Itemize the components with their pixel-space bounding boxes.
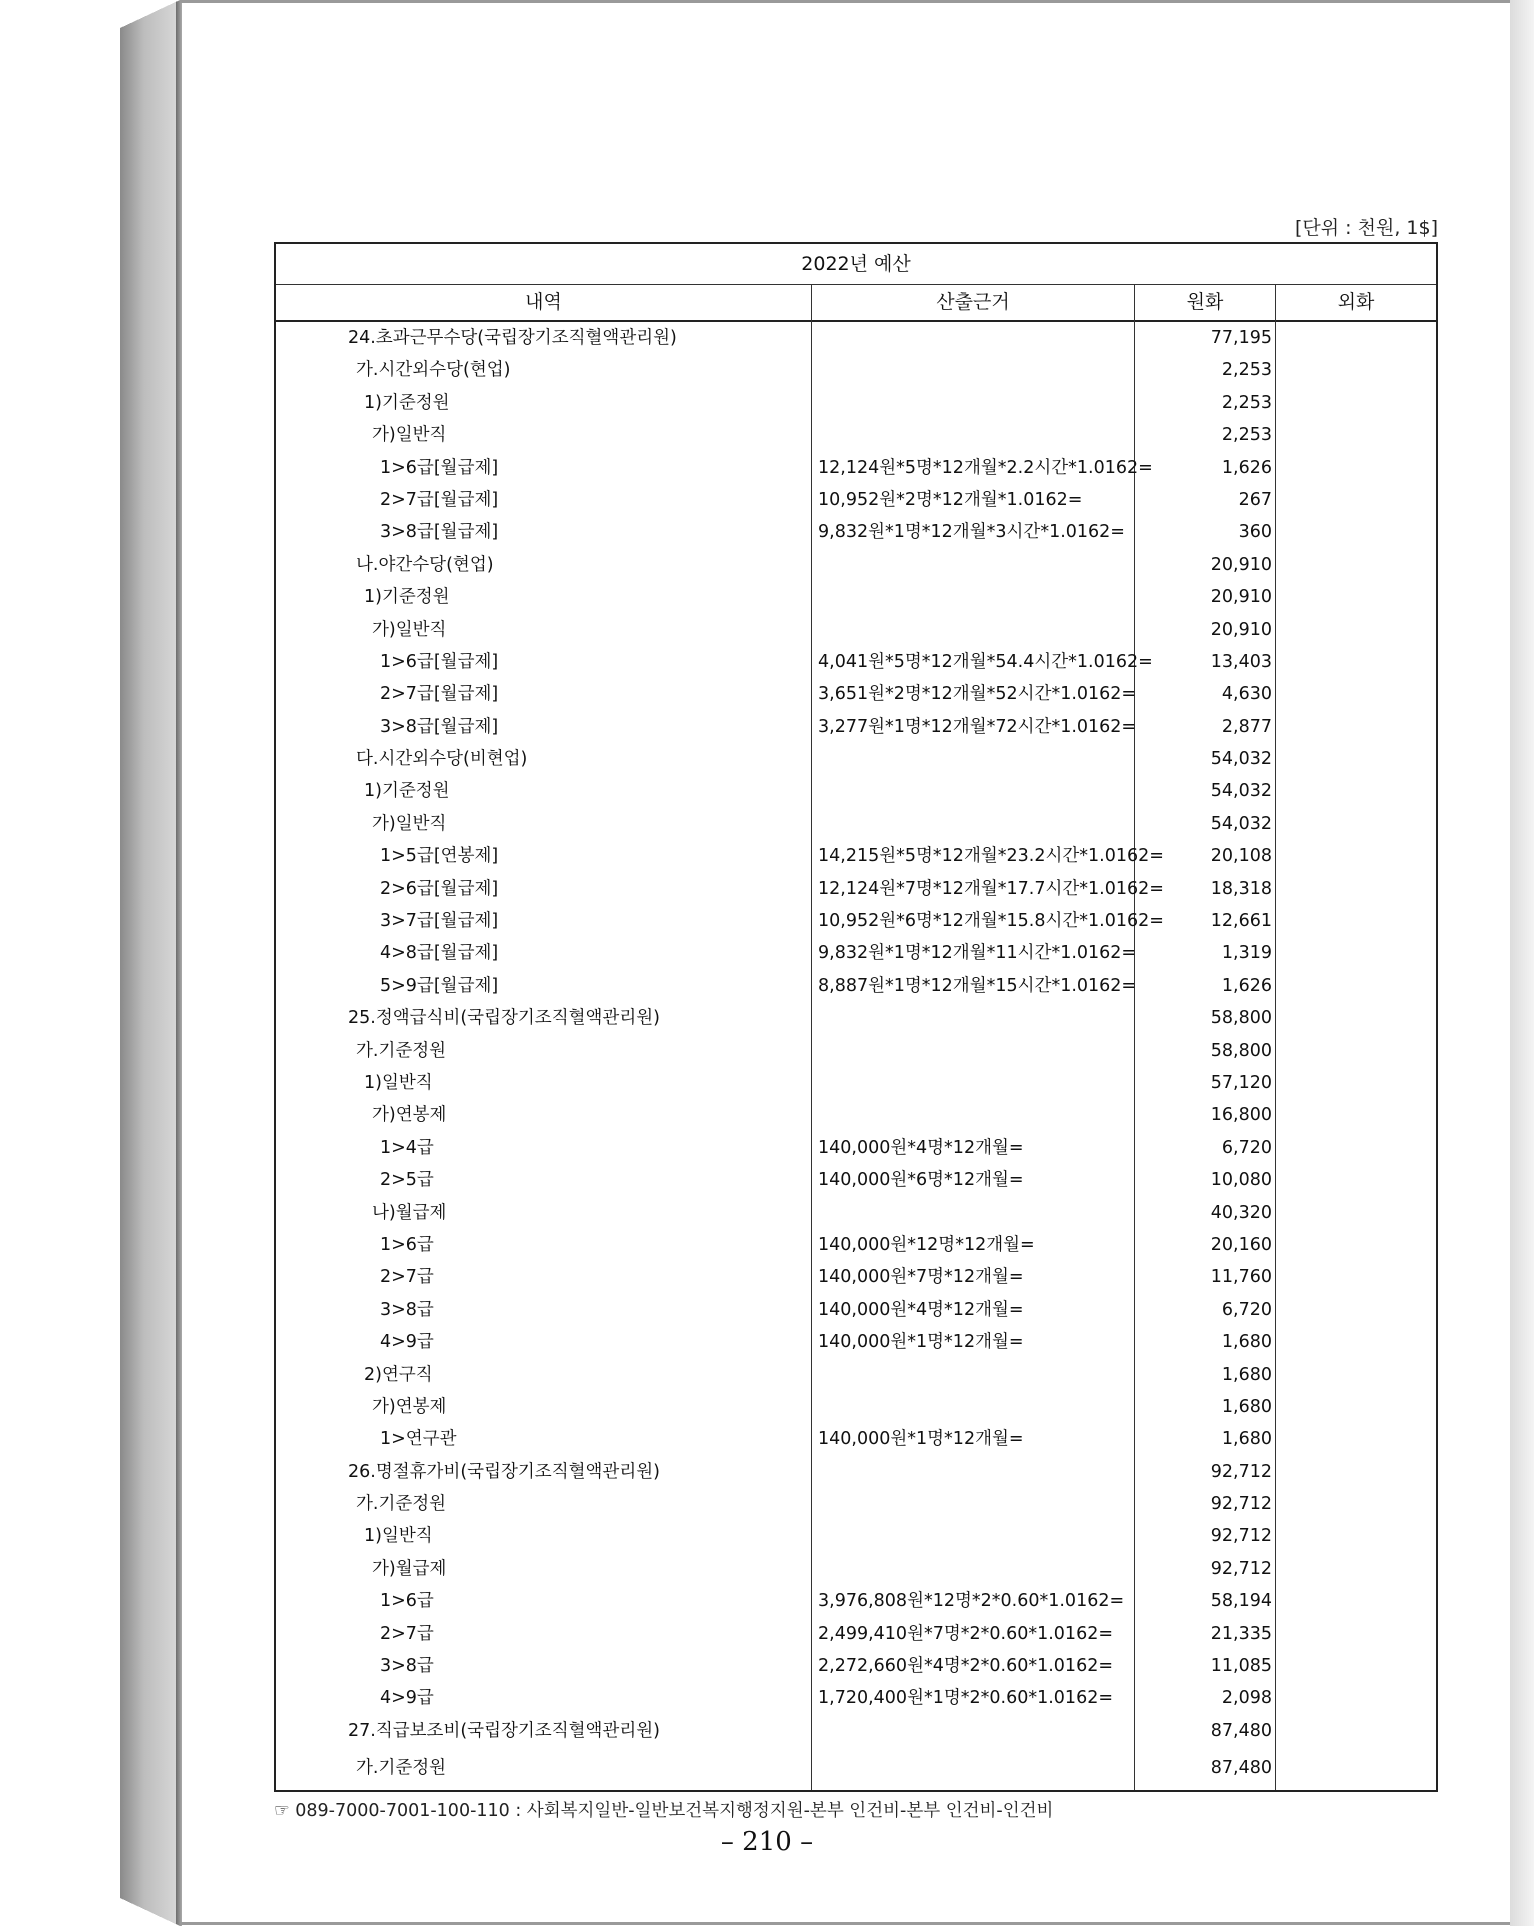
footnote-account-code: ☞ 089-7000-7001-100-110 : 사회복지일반-일반보건복지행정지원-본부 인건비-본부 인건비-인건비 <box>274 1801 1054 1821</box>
table-row <box>276 354 1436 386</box>
table-row <box>276 484 1436 516</box>
row-krw-amount: 360 <box>1238 522 1272 543</box>
page-bottom-edge <box>180 1922 1510 1925</box>
row-krw-amount: 87,480 <box>1210 1720 1272 1741</box>
row-description: 2>5급 <box>380 1170 434 1191</box>
row-krw-amount: 20,910 <box>1210 587 1272 608</box>
row-calculation-basis: 3,651원*2명*12개월*52시간*1.0162= <box>818 684 1137 705</box>
table-row <box>276 1423 1436 1455</box>
table-row <box>276 1035 1436 1067</box>
page-top-edge <box>180 0 1510 3</box>
table-row <box>276 1197 1436 1229</box>
table-row <box>276 1132 1436 1164</box>
row-description: 2>7급[월급제] <box>380 489 499 510</box>
table-row <box>276 970 1436 1002</box>
row-description: 가.기준정원 <box>356 1758 447 1779</box>
row-description: 5>9급[월급제] <box>380 975 499 996</box>
row-description: 1)기준정원 <box>364 587 450 608</box>
table-row <box>276 937 1436 969</box>
row-krw-amount: 92,712 <box>1210 1558 1272 1579</box>
table-row <box>276 1456 1436 1488</box>
row-description: 1)일반직 <box>364 1526 433 1547</box>
row-krw-amount: 2,253 <box>1221 360 1272 381</box>
row-calculation-basis: 10,952원*2명*12개월*1.0162= <box>818 489 1083 510</box>
budget-table <box>274 242 1438 1792</box>
row-krw-amount: 92,712 <box>1210 1461 1272 1482</box>
table-row <box>276 549 1436 581</box>
row-krw-amount: 6,720 <box>1221 1299 1272 1320</box>
row-krw-amount: 20,160 <box>1210 1234 1272 1255</box>
row-description: 가)연봉제 <box>372 1396 447 1417</box>
row-description: 4>9급 <box>380 1688 434 1709</box>
row-calculation-basis: 9,832원*1명*12개월*3시간*1.0162= <box>818 522 1125 543</box>
table-row <box>276 905 1436 937</box>
row-description: 2>6급[월급제] <box>380 878 499 899</box>
column-header-basis: 산출근거 <box>936 291 1010 313</box>
row-calculation-basis: 140,000원*1명*12개월= <box>818 1332 1024 1353</box>
row-description: 3>7급[월급제] <box>380 911 499 932</box>
row-krw-amount: 12,661 <box>1210 911 1272 932</box>
row-description: 3>8급[월급제] <box>380 716 499 737</box>
row-description: 26.명절휴가비(국립장기조직혈액관리원) <box>348 1461 660 1482</box>
book-binding <box>120 0 180 1926</box>
row-description: 나)월급제 <box>372 1202 447 1223</box>
table-row <box>276 840 1436 872</box>
row-krw-amount: 1,626 <box>1221 975 1272 996</box>
column-header-krw: 원화 <box>1186 291 1224 313</box>
row-krw-amount: 20,108 <box>1210 846 1272 867</box>
row-calculation-basis: 2,272,660원*4명*2*0.60*1.0162= <box>818 1656 1114 1677</box>
table-body <box>276 322 1436 1789</box>
table-row <box>276 1002 1436 1034</box>
row-calculation-basis: 4,041원*5명*12개월*54.4시간*1.0162= <box>818 651 1153 672</box>
row-description: 1>6급[월급제] <box>380 651 499 672</box>
row-krw-amount: 87,480 <box>1210 1758 1272 1779</box>
row-description: 1>6급 <box>380 1234 434 1255</box>
row-description: 3>8급[월급제] <box>380 522 499 543</box>
row-description: 1)일반직 <box>364 1072 433 1093</box>
binding-corner-bottom <box>120 1898 180 1926</box>
row-krw-amount: 20,910 <box>1210 554 1272 575</box>
table-row <box>276 1747 1436 1789</box>
row-krw-amount: 77,195 <box>1210 328 1272 348</box>
table-row <box>276 873 1436 905</box>
table-row <box>276 1359 1436 1391</box>
table-row <box>276 775 1436 807</box>
table-row <box>276 516 1436 548</box>
row-krw-amount: 92,712 <box>1210 1494 1272 1515</box>
row-calculation-basis: 9,832원*1명*12개월*11시간*1.0162= <box>818 943 1137 964</box>
row-krw-amount: 1,680 <box>1221 1332 1272 1353</box>
row-krw-amount: 1,680 <box>1221 1396 1272 1417</box>
row-calculation-basis: 140,000원*6명*12개월= <box>818 1170 1024 1191</box>
row-calculation-basis: 3,976,808원*12명*2*0.60*1.0162= <box>818 1591 1125 1612</box>
row-krw-amount: 1,680 <box>1221 1364 1272 1385</box>
table-row <box>276 387 1436 419</box>
row-description: 가)월급제 <box>372 1558 447 1579</box>
table-row <box>276 1164 1436 1196</box>
row-description: 3>8급 <box>380 1656 434 1677</box>
row-krw-amount: 2,253 <box>1221 425 1272 446</box>
row-krw-amount: 11,760 <box>1210 1267 1272 1288</box>
column-header-foreign: 외화 <box>1337 291 1375 313</box>
row-description: 1>6급[월급제] <box>380 457 499 478</box>
table-row <box>276 1099 1436 1131</box>
row-krw-amount: 2,253 <box>1221 392 1272 413</box>
row-description: 가)일반직 <box>372 813 447 834</box>
table-row <box>276 1229 1436 1261</box>
row-krw-amount: 40,320 <box>1210 1202 1272 1223</box>
row-description: 다.시간외수당(비현업) <box>356 749 528 770</box>
row-krw-amount: 13,403 <box>1210 651 1272 672</box>
row-krw-amount: 1,626 <box>1221 457 1272 478</box>
row-description: 1>6급 <box>380 1591 434 1612</box>
table-row <box>276 452 1436 484</box>
row-krw-amount: 16,800 <box>1210 1105 1272 1126</box>
table-row <box>276 1585 1436 1617</box>
row-description: 27.직급보조비(국립장기조직혈액관리원) <box>348 1720 660 1741</box>
row-description: 4>8급[월급제] <box>380 943 499 964</box>
row-description: 나.야간수당(현업) <box>356 554 494 575</box>
row-krw-amount: 54,032 <box>1210 749 1272 770</box>
row-calculation-basis: 140,000원*4명*12개월= <box>818 1299 1024 1320</box>
table-header-row <box>276 284 1436 322</box>
row-description: 2>7급[월급제] <box>380 684 499 705</box>
row-description: 25.정액급식비(국립장기조직혈액관리원) <box>348 1008 660 1029</box>
row-description: 2)연구직 <box>364 1364 433 1385</box>
binding-corner-top <box>120 0 180 28</box>
row-calculation-basis: 140,000원*1명*12개월= <box>818 1429 1024 1450</box>
table-row <box>276 322 1436 354</box>
row-krw-amount: 21,335 <box>1210 1623 1272 1644</box>
table-row <box>276 1261 1436 1293</box>
table-row <box>276 1715 1436 1747</box>
table-row <box>276 711 1436 743</box>
row-calculation-basis: 12,124원*5명*12개월*2.2시간*1.0162= <box>818 457 1153 478</box>
table-row <box>276 646 1436 678</box>
page-right-shadow <box>1510 0 1534 1926</box>
table-row <box>276 743 1436 775</box>
row-krw-amount: 20,910 <box>1210 619 1272 640</box>
row-krw-amount: 57,120 <box>1210 1072 1272 1093</box>
table-row <box>276 1682 1436 1714</box>
row-description: 가)일반직 <box>372 425 447 446</box>
table-row <box>276 1067 1436 1099</box>
row-krw-amount: 11,085 <box>1210 1656 1272 1677</box>
column-header-description: 내역 <box>525 291 562 313</box>
row-description: 가)연봉제 <box>372 1105 447 1126</box>
row-calculation-basis: 10,952원*6명*12개월*15.8시간*1.0162= <box>818 911 1164 932</box>
row-description: 가.기준정원 <box>356 1494 447 1515</box>
row-description: 1>연구관 <box>380 1429 457 1450</box>
table-row <box>276 614 1436 646</box>
table-row <box>276 419 1436 451</box>
unit-label: [단위 : 천원, 1$] <box>1295 217 1438 239</box>
row-krw-amount: 1,319 <box>1221 943 1272 964</box>
row-krw-amount: 92,712 <box>1210 1526 1272 1547</box>
row-description: 1>4급 <box>380 1137 434 1158</box>
row-calculation-basis: 1,720,400원*1명*2*0.60*1.0162= <box>818 1688 1114 1709</box>
binding-edge <box>176 0 182 1926</box>
row-krw-amount: 18,318 <box>1210 878 1272 899</box>
row-description: 4>9급 <box>380 1332 434 1353</box>
row-calculation-basis: 140,000원*12명*12개월= <box>818 1234 1035 1255</box>
row-calculation-basis: 14,215원*5명*12개월*23.2시간*1.0162= <box>818 846 1164 867</box>
table-row <box>276 1650 1436 1682</box>
row-description: 24.초과근무수당(국립장기조직혈액관리원) <box>348 328 677 348</box>
row-description: 1)기준정원 <box>364 392 450 413</box>
row-description: 2>7급 <box>380 1623 434 1644</box>
row-krw-amount: 58,800 <box>1210 1008 1272 1029</box>
row-calculation-basis: 8,887원*1명*12개월*15시간*1.0162= <box>818 975 1137 996</box>
row-description: 2>7급 <box>380 1267 434 1288</box>
row-description: 1>5급[연봉제] <box>380 846 499 867</box>
row-krw-amount: 10,080 <box>1210 1170 1272 1191</box>
row-calculation-basis: 140,000원*7명*12개월= <box>818 1267 1024 1288</box>
row-description: 3>8급 <box>380 1299 434 1320</box>
row-krw-amount: 6,720 <box>1221 1137 1272 1158</box>
table-row <box>276 1488 1436 1520</box>
row-krw-amount: 2,098 <box>1221 1688 1272 1709</box>
table-row <box>276 1326 1436 1358</box>
row-krw-amount: 4,630 <box>1221 684 1272 705</box>
table-row <box>276 1391 1436 1423</box>
table-row <box>276 678 1436 710</box>
row-calculation-basis: 140,000원*4명*12개월= <box>818 1137 1024 1158</box>
table-row <box>276 1294 1436 1326</box>
table-row <box>276 581 1436 613</box>
row-krw-amount: 1,680 <box>1221 1429 1272 1450</box>
row-krw-amount: 58,194 <box>1210 1591 1272 1612</box>
row-krw-amount: 54,032 <box>1210 781 1272 802</box>
row-calculation-basis: 12,124원*7명*12개월*17.7시간*1.0162= <box>818 878 1164 899</box>
page-number: – 210 – <box>720 1827 814 1857</box>
table-row <box>276 1520 1436 1552</box>
row-krw-amount: 267 <box>1238 489 1272 510</box>
row-description: 가)일반직 <box>372 619 447 640</box>
row-description: 가.시간외수당(현업) <box>356 360 511 381</box>
row-description: 가.기준정원 <box>356 1040 447 1061</box>
table-row <box>276 1553 1436 1585</box>
table-row <box>276 808 1436 840</box>
table-row <box>276 1618 1436 1650</box>
row-krw-amount: 2,877 <box>1221 716 1272 737</box>
table-title: 2022년 예산 <box>276 244 1436 285</box>
row-krw-amount: 58,800 <box>1210 1040 1272 1061</box>
row-description: 1)기준정원 <box>364 781 450 802</box>
row-krw-amount: 54,032 <box>1210 813 1272 834</box>
row-calculation-basis: 2,499,410원*7명*2*0.60*1.0162= <box>818 1623 1114 1644</box>
row-calculation-basis: 3,277원*1명*12개월*72시간*1.0162= <box>818 716 1137 737</box>
